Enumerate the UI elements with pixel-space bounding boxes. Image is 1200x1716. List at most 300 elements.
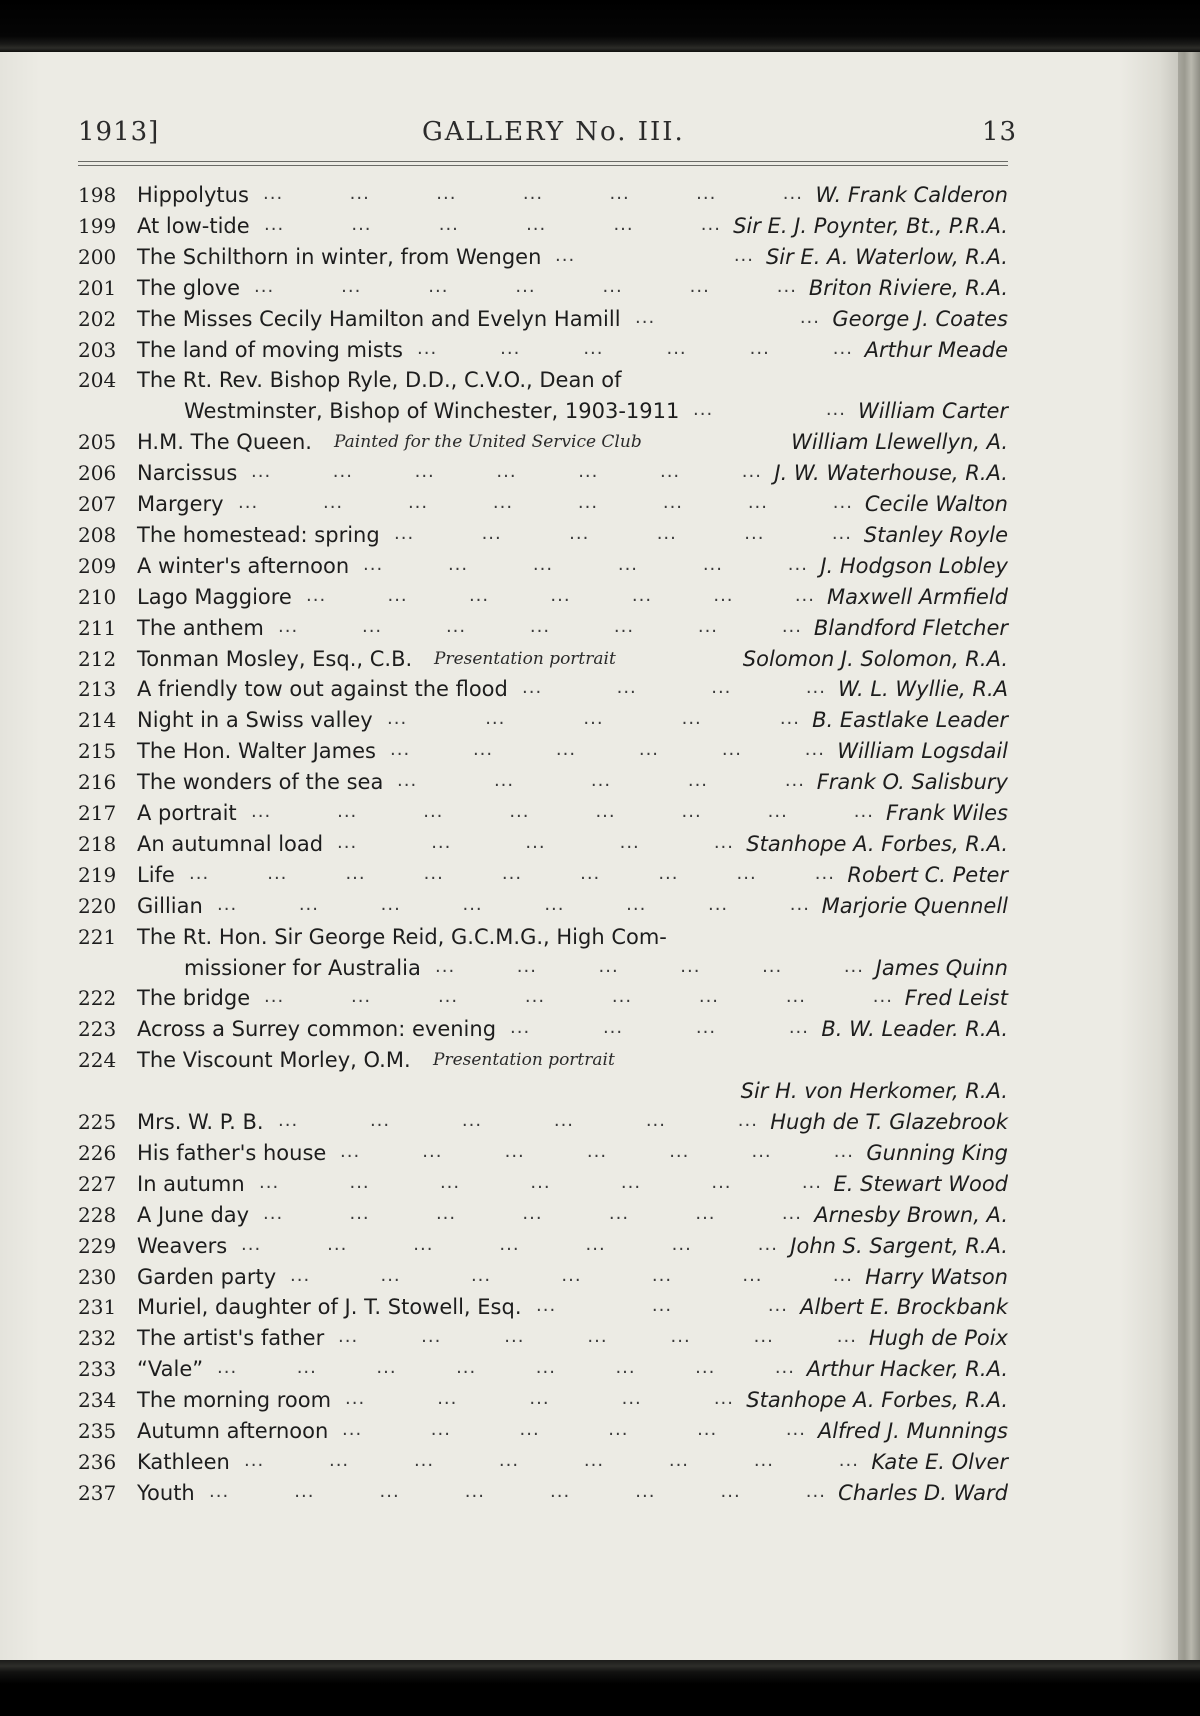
- leader-dot: ...: [251, 461, 272, 483]
- leader-dot: ...: [713, 1388, 734, 1410]
- entry-title: Gillian: [137, 893, 203, 918]
- leader-dots: [536, 1295, 788, 1316]
- leader-dot: ...: [421, 1326, 442, 1348]
- list-item: [0, 1203, 1178, 1233]
- entry-number: 234: [78, 1388, 117, 1413]
- leader-dot: ...: [689, 275, 710, 297]
- entry-artist: John S. Sargent, R.A.: [790, 1233, 1008, 1258]
- entry-number: 237: [78, 1480, 117, 1505]
- leader-dot: ...: [687, 770, 709, 792]
- list-item-continuation: [0, 399, 1178, 429]
- leader-dot: ...: [500, 337, 521, 359]
- leader-dot: ...: [832, 492, 853, 513]
- leader-dot: ...: [461, 1110, 483, 1131]
- leader-dot: ...: [485, 708, 506, 730]
- leader-dot: ...: [522, 183, 544, 204]
- leader-dots: [345, 1388, 734, 1409]
- list-item: [0, 1048, 1178, 1078]
- leader-dot: ...: [327, 1233, 348, 1255]
- entry-artist: Stanhope A. Forbes, R.A.: [746, 831, 1008, 856]
- leader-dot: ...: [438, 213, 459, 235]
- entry-number: 201: [78, 275, 117, 300]
- leader-dot: ...: [602, 1017, 624, 1039]
- entry-artist: George J. Coates: [832, 306, 1008, 331]
- leader-dot: ...: [658, 862, 679, 884]
- leader-dot: ...: [753, 1449, 774, 1471]
- entry-title: The Hon. Walter James: [137, 739, 376, 764]
- leader-dot: ...: [583, 708, 604, 730]
- entry-title: The morning room: [137, 1388, 332, 1413]
- leader-dot: ...: [805, 677, 826, 699]
- leader-dot: ...: [698, 986, 720, 1008]
- leader-dot: ...: [721, 739, 742, 761]
- entry-title: Narcissus: [137, 461, 238, 486]
- entry-title: In autumn: [137, 1171, 245, 1196]
- leader-dot: ...: [535, 1357, 556, 1379]
- list-item: [0, 739, 1178, 769]
- list-item: [0, 1450, 1178, 1480]
- entry-number: 217: [78, 801, 117, 825]
- list-item: [0, 863, 1178, 893]
- entry-artist: William Carter: [857, 399, 1008, 424]
- entry-artist: Harry Watson: [865, 1264, 1008, 1289]
- entry-number: 220: [78, 893, 117, 918]
- leader-dots: [278, 1110, 758, 1131]
- entry-title: H.M. The Queen.: [137, 430, 312, 455]
- leader-dot: ...: [577, 492, 599, 513]
- leader-dot: ...: [530, 1171, 551, 1193]
- leader-dot: ...: [337, 801, 358, 822]
- leader-dot: ...: [529, 615, 551, 637]
- entry-number: 228: [78, 1202, 117, 1227]
- entry-artist: W. Frank Calderon: [815, 183, 1008, 207]
- list-item: [0, 461, 1178, 491]
- list-item-continuation: [0, 1079, 1178, 1109]
- leader-dot: ...: [332, 461, 353, 483]
- leader-dot: ...: [774, 1357, 795, 1379]
- leader-dots: [251, 461, 762, 482]
- leader-dot: ...: [744, 522, 765, 544]
- leader-dot: ...: [635, 306, 656, 328]
- leader-dot: ...: [711, 1171, 732, 1193]
- leader-dot: ...: [267, 862, 288, 884]
- entry-number: 211: [78, 615, 117, 640]
- leader-dot: ...: [776, 275, 797, 297]
- leader-dot: ...: [306, 584, 327, 606]
- entry-artist: Briton Riviere, R.A.: [808, 275, 1008, 300]
- entry-number: 203: [78, 337, 117, 362]
- leader-dot: ...: [696, 183, 717, 204]
- leader-dot: ...: [369, 1110, 391, 1131]
- leader-dot: ...: [435, 955, 456, 977]
- entry-number: 235: [78, 1419, 117, 1443]
- leader-dot: ...: [621, 1388, 642, 1410]
- entry-artist: William Logsdail: [837, 739, 1008, 764]
- leader-dot: ...: [651, 1264, 673, 1286]
- entry-number: 236: [78, 1449, 117, 1474]
- entry-number: 233: [78, 1357, 117, 1382]
- leader-dots: [693, 399, 846, 420]
- leader-dot: ...: [720, 1480, 741, 1502]
- list-item: [0, 647, 1178, 677]
- list-item: [0, 925, 1178, 955]
- leader-dot: ...: [278, 1110, 299, 1131]
- entry-number: 209: [78, 553, 117, 578]
- leader-dot: ...: [493, 770, 515, 792]
- leader-dot: ...: [736, 862, 757, 884]
- leader-dot: ...: [779, 708, 800, 730]
- entry-number: 206: [78, 461, 117, 486]
- leader-dot: ...: [638, 739, 660, 761]
- leader-dot: ...: [189, 862, 210, 884]
- leader-dot: ...: [387, 708, 408, 730]
- entry-title: The Rt. Rev. Bishop Ryle, D.D., C.V.O., Dean of: [137, 368, 622, 393]
- leader-dot: ...: [209, 1480, 230, 1502]
- leader-dot: ...: [561, 1264, 582, 1286]
- leader-dot: ...: [762, 955, 783, 977]
- leader-dot: ...: [626, 893, 647, 915]
- leader-dot: ...: [376, 1357, 397, 1379]
- entry-artist: Albert E. Brockbank: [800, 1295, 1008, 1320]
- entry-number: 214: [78, 708, 117, 733]
- entry-number: 210: [78, 584, 117, 609]
- leader-dot: ...: [341, 275, 362, 297]
- leader-dot: ...: [430, 1419, 451, 1440]
- leader-dot: ...: [785, 986, 806, 1008]
- leader-dot: ...: [578, 461, 599, 483]
- leader-dot: ...: [536, 1295, 557, 1317]
- leader-dots: [189, 863, 835, 884]
- leader-dot: ...: [700, 213, 721, 235]
- list-item: [0, 1419, 1178, 1449]
- leader-dot: ...: [587, 1326, 608, 1348]
- leader-dots: [417, 338, 853, 359]
- entry-title: Autumn afternoon: [137, 1419, 329, 1443]
- leader-dot: ...: [787, 553, 808, 575]
- entry-title: The anthem: [137, 615, 264, 640]
- leader-dot: ...: [747, 492, 768, 513]
- leader-dot: ...: [462, 893, 483, 915]
- entry-number: 229: [78, 1233, 117, 1258]
- entry-title: Tonman Mosley, Esq., C.B.: [137, 646, 413, 671]
- book-spine: [1178, 52, 1200, 1662]
- entry-artist: Gunning King: [866, 1140, 1008, 1165]
- leader-dot: ...: [501, 862, 523, 884]
- leader-dot: ...: [737, 1110, 758, 1131]
- entry-title: Youth: [137, 1480, 195, 1505]
- leader-dot: ...: [417, 337, 438, 359]
- leader-dot: ...: [544, 893, 565, 915]
- entry-artist: Frank Wiles: [885, 801, 1008, 825]
- list-item: [0, 801, 1178, 831]
- entry-number: 198: [78, 183, 117, 207]
- leader-dot: ...: [550, 1480, 571, 1502]
- leader-dot: ...: [784, 770, 805, 792]
- leader-dot: ...: [254, 275, 275, 297]
- leader-dot: ...: [794, 584, 815, 606]
- leader-dot: ...: [583, 337, 604, 359]
- leader-dot: ...: [671, 1233, 692, 1255]
- leader-dot: ...: [616, 677, 637, 699]
- leader-dot: ...: [298, 893, 319, 915]
- leader-dot: ...: [496, 461, 517, 483]
- leader-dot: ...: [456, 1357, 477, 1379]
- leader-dot: ...: [801, 1171, 822, 1193]
- leader-dot: ...: [749, 337, 770, 359]
- leader-dot: ...: [413, 1449, 435, 1471]
- entry-artist: B. Eastlake Leader: [812, 708, 1008, 733]
- list-item: [0, 1357, 1178, 1387]
- leader-dot: ...: [290, 1264, 311, 1286]
- leader-dot: ...: [296, 1357, 317, 1379]
- list-item: [0, 523, 1178, 553]
- leader-dot: ...: [751, 1140, 772, 1162]
- leader-dot: ...: [510, 1017, 531, 1039]
- leader-dot: ...: [697, 1419, 718, 1440]
- leader-dot: ...: [351, 213, 372, 235]
- list-item: [0, 585, 1178, 615]
- leader-dot: ...: [695, 1357, 716, 1379]
- leader-dot: ...: [799, 306, 820, 328]
- leader-dot: ...: [397, 770, 418, 792]
- leader-dot: ...: [613, 615, 635, 637]
- leader-dot: ...: [836, 1326, 857, 1348]
- entry-title: “Vale”: [137, 1357, 204, 1382]
- entry-artist: Alfred J. Munnings: [817, 1419, 1008, 1443]
- entry-title: Mrs. W. P. B.: [137, 1110, 264, 1134]
- entry-title: Kathleen: [137, 1449, 230, 1474]
- entry-title: The Schilthorn in winter, from Wengen: [137, 244, 542, 269]
- leader-dot: ...: [345, 862, 366, 884]
- leader-dots: [264, 214, 721, 235]
- entry-title: A friendly tow out against the flood: [137, 677, 508, 702]
- leader-dot: ...: [340, 1140, 361, 1162]
- entry-number: 215: [78, 739, 117, 764]
- leader-dot: ...: [532, 553, 554, 575]
- leader-dot: ...: [838, 1449, 859, 1471]
- entry-title: The glove: [137, 275, 241, 300]
- list-item: [0, 677, 1178, 707]
- list-item: [0, 1295, 1178, 1325]
- leader-dot: ...: [831, 522, 852, 544]
- list-item: [0, 1141, 1178, 1171]
- entry-title: At low-tide: [137, 213, 250, 238]
- entry-artist: W. L. Wyllie, R.A: [837, 677, 1008, 702]
- list-item: [0, 368, 1178, 398]
- leader-dot: ...: [470, 1264, 492, 1286]
- list-item: [0, 214, 1178, 244]
- leader-dot: ...: [217, 893, 238, 915]
- leader-dot: ...: [555, 244, 576, 266]
- entry-number: 221: [78, 924, 117, 949]
- leader-dot: ...: [619, 831, 640, 853]
- leader-dot: ...: [492, 492, 514, 513]
- leader-dot: ...: [635, 1480, 656, 1502]
- leader-dot: ...: [322, 492, 344, 513]
- entry-number: 231: [78, 1295, 117, 1320]
- leader-dot: ...: [349, 1202, 370, 1224]
- leader-dot: ...: [693, 399, 714, 421]
- leader-dot: ...: [656, 522, 677, 544]
- leader-dot: ...: [519, 1419, 540, 1440]
- leader-dot: ...: [524, 986, 546, 1008]
- entry-title: His father's house: [137, 1140, 327, 1165]
- leader-dot: ...: [244, 1449, 265, 1471]
- leader-dot: ...: [526, 213, 547, 235]
- leader-dot: ...: [872, 986, 893, 1008]
- leader-dot: ...: [345, 1388, 366, 1410]
- leader-dot: ...: [586, 1140, 608, 1162]
- leader-dot: ...: [590, 770, 612, 792]
- leader-dot: ...: [522, 1202, 543, 1224]
- leader-dot: ...: [602, 275, 623, 297]
- leader-dot: ...: [789, 893, 810, 915]
- leader-dots: [555, 245, 754, 266]
- leader-dot: ...: [713, 831, 734, 853]
- entry-title: Life: [137, 862, 175, 887]
- entry-artist: Stanley Royle: [863, 522, 1008, 547]
- leader-dot: ...: [380, 1264, 401, 1286]
- entry-title: The Viscount Morley, O.M.: [137, 1048, 411, 1073]
- leader-dot: ...: [504, 1140, 525, 1162]
- leader-dot: ...: [468, 584, 490, 606]
- leader-dot: ...: [342, 1419, 363, 1440]
- leader-dot: ...: [613, 213, 634, 235]
- entry-artist: J. Hodgson Lobley: [820, 553, 1008, 578]
- leader-dot: ...: [363, 553, 384, 575]
- entry-title: Hippolytus: [137, 183, 249, 207]
- leader-dot: ...: [428, 275, 449, 297]
- leader-dot: ...: [695, 1202, 716, 1224]
- leader-dot: ...: [553, 1110, 575, 1131]
- entry-number: 227: [78, 1171, 117, 1196]
- leader-dots: [259, 1172, 822, 1193]
- leader-dot: ...: [681, 708, 702, 730]
- list-item: [0, 708, 1178, 738]
- leader-dot: ...: [509, 801, 530, 822]
- leader-dot: ...: [767, 1295, 788, 1317]
- leader-dot: ...: [294, 1480, 315, 1502]
- leader-dot: ...: [645, 1110, 666, 1131]
- leader-dot: ...: [481, 522, 502, 544]
- entry-number: 199: [78, 213, 117, 238]
- leader-dots: [263, 183, 803, 204]
- entry-note: Presentation portrait: [434, 648, 616, 669]
- leader-dot: ...: [788, 1017, 809, 1039]
- list-item: [0, 894, 1178, 924]
- entry-number: 218: [78, 831, 117, 856]
- leader-dot: ...: [585, 1233, 606, 1255]
- leader-dot: ...: [742, 1264, 763, 1286]
- leader-dot: ...: [337, 831, 358, 853]
- leader-dots: [209, 1481, 826, 1502]
- entry-title: The Rt. Hon. Sir George Reid, G.C.M.G., High Com-: [137, 924, 667, 949]
- leader-dot: ...: [580, 862, 601, 884]
- leader-dots: [264, 986, 893, 1007]
- leader-dot: ...: [814, 862, 835, 884]
- leader-dot: ...: [595, 801, 616, 822]
- leader-dots: [241, 1234, 778, 1255]
- leader-dot: ...: [217, 1357, 238, 1379]
- leader-dot: ...: [782, 183, 803, 204]
- list-item: [0, 616, 1178, 646]
- entry-title: An autumnal load: [137, 831, 324, 856]
- leader-dot: ...: [241, 1233, 262, 1255]
- leader-dot: ...: [525, 831, 546, 853]
- leader-dot: ...: [781, 1202, 802, 1224]
- leader-dot: ...: [529, 1388, 550, 1410]
- leader-dot: ...: [757, 1233, 778, 1255]
- leader-dot: ...: [832, 1264, 853, 1286]
- leader-dot: ...: [328, 1449, 350, 1471]
- leader-dot: ...: [515, 275, 536, 297]
- list-item: [0, 183, 1178, 213]
- leader-dot: ...: [741, 461, 762, 483]
- entry-artist: Solomon J. Solomon, R.A.: [742, 646, 1008, 671]
- list-item: [0, 1388, 1178, 1418]
- leader-dot: ...: [681, 801, 702, 822]
- leader-dot: ...: [853, 801, 874, 822]
- leader-dot: ...: [608, 1419, 629, 1440]
- leader-dot: ...: [711, 677, 732, 699]
- leader-dot: ...: [445, 615, 467, 637]
- list-item-continuation: [0, 956, 1178, 986]
- list-item: [0, 1234, 1178, 1264]
- list-item: [0, 1265, 1178, 1295]
- leader-dot: ...: [522, 677, 543, 699]
- leader-dot: ...: [413, 1233, 434, 1255]
- entry-artist: Hugh de T. Glazebrook: [770, 1110, 1008, 1134]
- entry-title: The homestead: spring: [137, 522, 380, 547]
- entry-artist: Sir E. A. Waterlow, R.A.: [765, 244, 1008, 269]
- leader-dot: ...: [651, 1295, 673, 1317]
- leader-dot: ...: [423, 862, 444, 884]
- entry-number: 200: [78, 244, 117, 269]
- entry-number: 213: [78, 677, 117, 702]
- entry-artist: Sir E. J. Poynter, Bt., P.R.A.: [733, 213, 1008, 238]
- entry-title: Margery: [137, 492, 224, 516]
- leader-dot: ...: [263, 1202, 284, 1224]
- leader-dot: ...: [238, 492, 259, 513]
- entry-artist: Maxwell Armfield: [827, 584, 1008, 609]
- leader-dot: ...: [753, 1326, 774, 1348]
- entry-title: A portrait: [137, 801, 237, 825]
- leader-dot: ...: [380, 893, 401, 915]
- leader-dots: [290, 1265, 853, 1286]
- leader-dot: ...: [350, 986, 372, 1008]
- entry-title: Lago Maggiore: [137, 584, 292, 609]
- entry-artist: J. W. Waterhouse, R.A.: [774, 461, 1008, 486]
- list-item: [0, 338, 1178, 368]
- entry-title: Night in a Swiss valley: [137, 708, 373, 733]
- leader-dot: ...: [617, 553, 639, 575]
- leader-dot: ...: [666, 337, 687, 359]
- leader-dot: ...: [615, 1357, 636, 1379]
- list-item: [0, 770, 1178, 800]
- entry-note: Painted for the United Service Club: [334, 432, 642, 453]
- entry-title: A winter's afternoon: [137, 553, 350, 578]
- leader-dot: ...: [843, 955, 864, 977]
- leader-dots: [217, 894, 810, 915]
- leader-dot: ...: [394, 522, 415, 544]
- leader-dot: ...: [781, 615, 802, 637]
- leader-dots: [342, 1419, 806, 1440]
- leader-dots: [251, 801, 874, 822]
- entry-number: 219: [78, 862, 117, 887]
- leader-dots: [254, 276, 797, 297]
- leader-dot: ...: [569, 522, 590, 544]
- leader-dot: ...: [620, 1171, 642, 1193]
